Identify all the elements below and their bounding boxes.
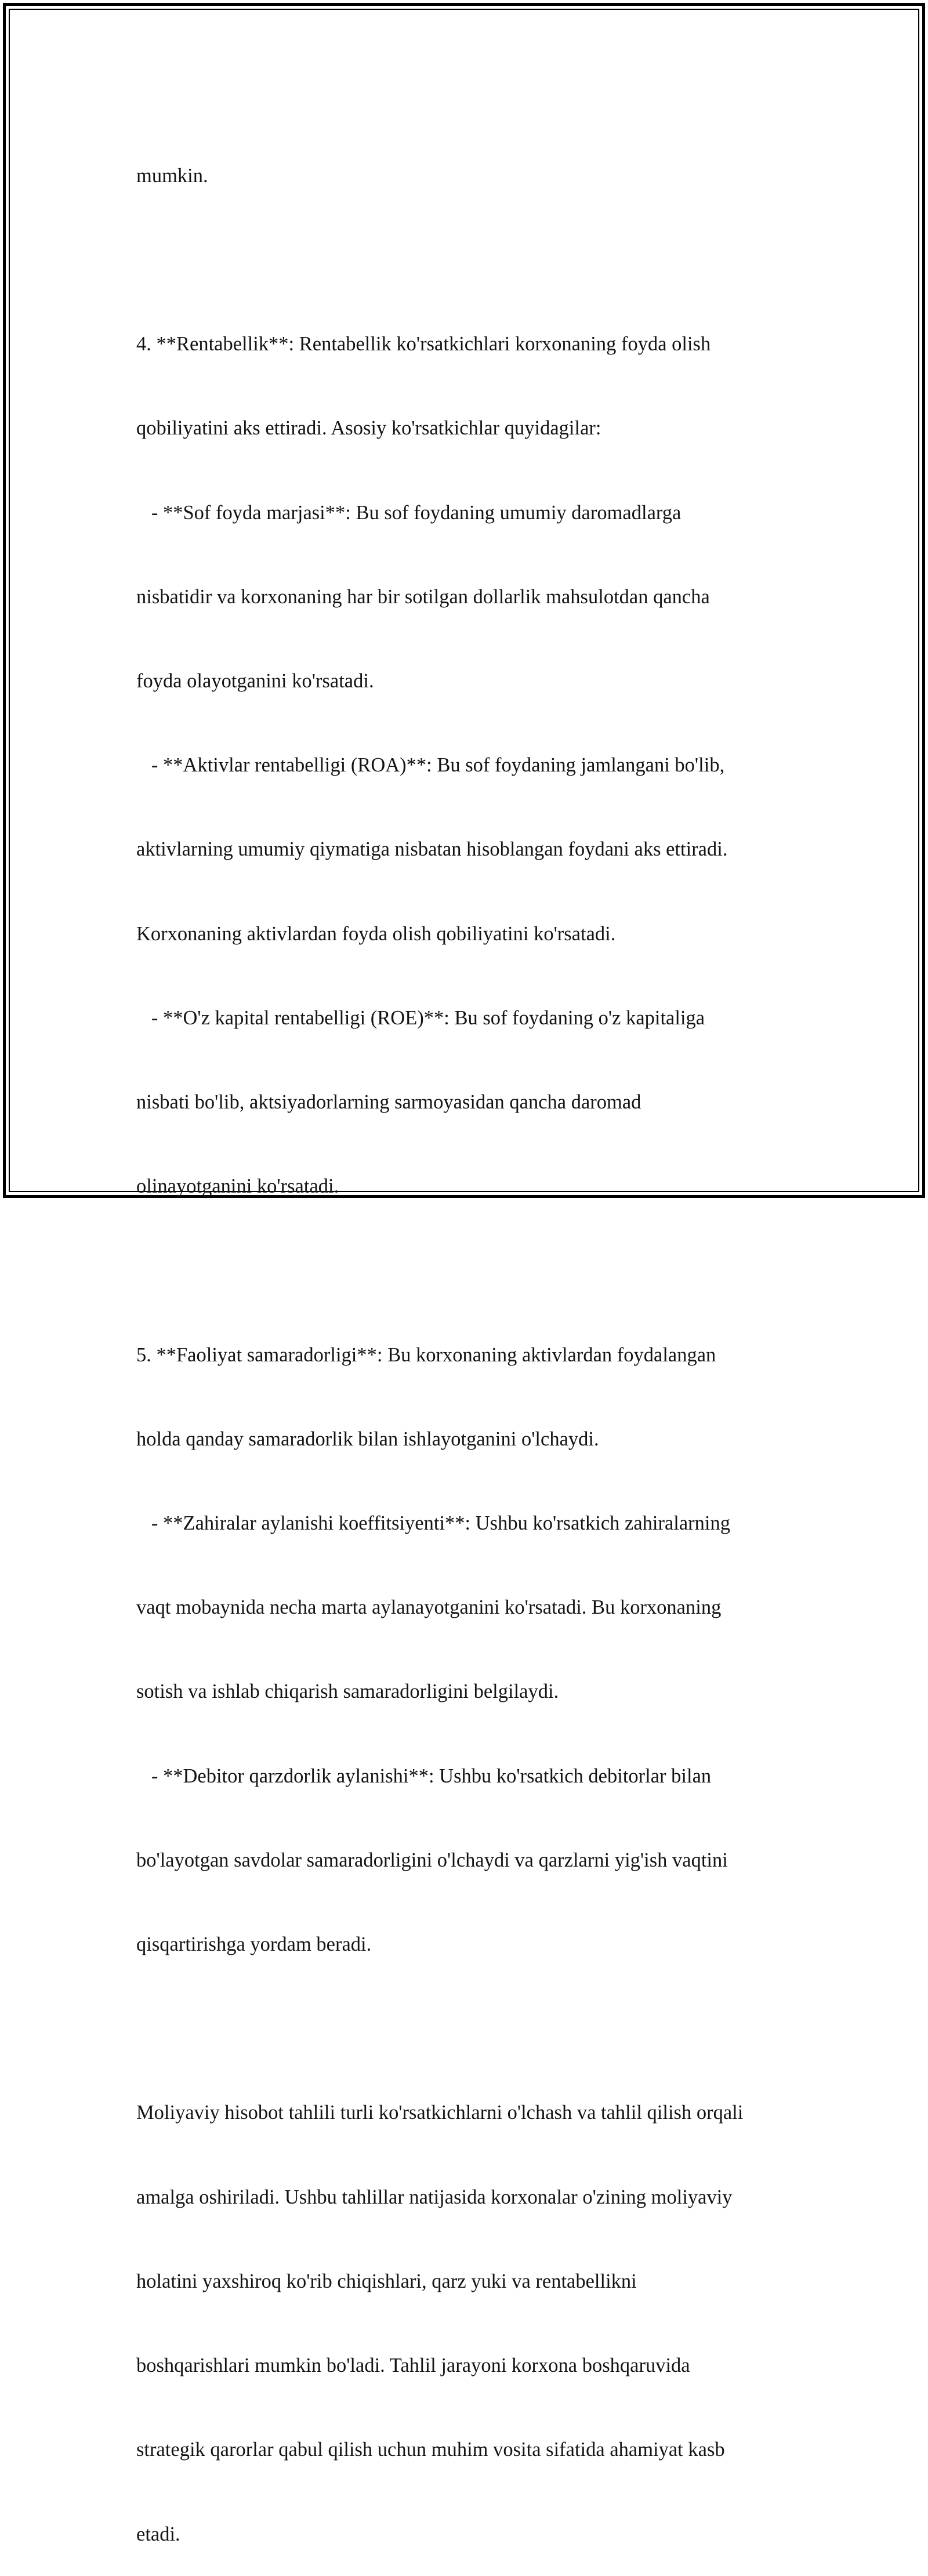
text-line: - **Aktivlar rentabelligi (ROA)**: Bu sof foydaning jamlangani bo'lib,	[136, 754, 725, 777]
text-line: nisbatidir va korxonaning har bir sotilgan dollarlik mahsulotdan qancha	[136, 585, 710, 608]
text-line: nisbati bo'lib, aktsiyadorlarning sarmoyasidan qancha daromad	[136, 1091, 641, 1114]
blank-line	[136, 246, 803, 274]
text-line: foyda olayotganini ko'rsatadi.	[136, 670, 374, 693]
text-line: vaqt mobaynida necha marta aylanayotganini ko'rsatadi. Bu korxonaning	[136, 1596, 722, 1619]
text-line: etadi.	[136, 2523, 180, 2545]
text-line: strategik qarorlar qabul qilish uchun muhim vosita sifatida ahamiyat kasb	[136, 2439, 725, 2461]
text-line: - **Sof foyda marjasi**: Bu sof foydaning umumiy daromadlarga	[136, 501, 682, 524]
text-line: mumkin.	[136, 164, 208, 187]
text-line: - **Zahiralar aylanishi koeffitsiyenti**: Ushbu ko'rsatkich zahiralarning	[136, 1512, 730, 1535]
text-line: holatini yaxshiroq ko'rib chiqishlari, qarz yuki va rentabellikni	[136, 2270, 637, 2292]
text-line: olinayotganini ko'rsatadi.	[136, 1175, 339, 1198]
text-line: - **O'z kapital rentabelligi (ROE)**: Bu sof foydaning o'z kapitaliga	[136, 1006, 705, 1029]
text-line: 4. **Rentabellik**: Rentabellik ko'rsatkichlari korxonaning foyda olish	[136, 333, 711, 356]
text-line: qobiliyatini aks ettiradi. Asosiy ko'rsatkichlar quyidagilar:	[136, 417, 601, 440]
text-line: aktivlarning umumiy qiymatiga nisbatan hisoblangan foydani aks ettiradi.	[136, 838, 728, 861]
blank-line	[136, 2015, 803, 2042]
text-line: 5. **Faoliyat samaradorligi**: Bu korxonaning aktivlardan foydalangan	[136, 1343, 716, 1366]
text-line: Korxonaning aktivlardan foyda olish qobiliyatini ko'rsatadi.	[136, 922, 616, 945]
text-line: amalga oshiriladi. Ushbu tahlillar natijasida korxonalar o'zining moliyaviy	[136, 2186, 733, 2208]
text-line: holda qanday samaradorlik bilan ishlayotganini o'lchaydi.	[136, 1428, 599, 1450]
text-line: sotish va ishlab chiqarish samaradorligini belgilaydi.	[136, 1680, 559, 1703]
blank-line	[136, 1256, 803, 1284]
document-body	[136, 106, 803, 2576]
text-line: bo'layotgan savdolar samaradorligini o'lchaydi va qarzlarni yig'ish vaqtini	[136, 1849, 728, 1871]
text-line: qisqartirishga yordam beradi.	[136, 1933, 372, 1956]
text-line: Moliyaviy hisobot tahlili turli ko'rsatkichlarni o'lchash va tahlil qilish orqali	[136, 2102, 744, 2124]
text-line: boshqarishlari mumkin bo'ladi. Tahlil jarayoni korxona boshqaruvida	[136, 2354, 690, 2377]
text-line: - **Debitor qarzdorlik aylanishi**: Ushbu ko'rsatkich debitorlar bilan	[136, 1765, 712, 1787]
